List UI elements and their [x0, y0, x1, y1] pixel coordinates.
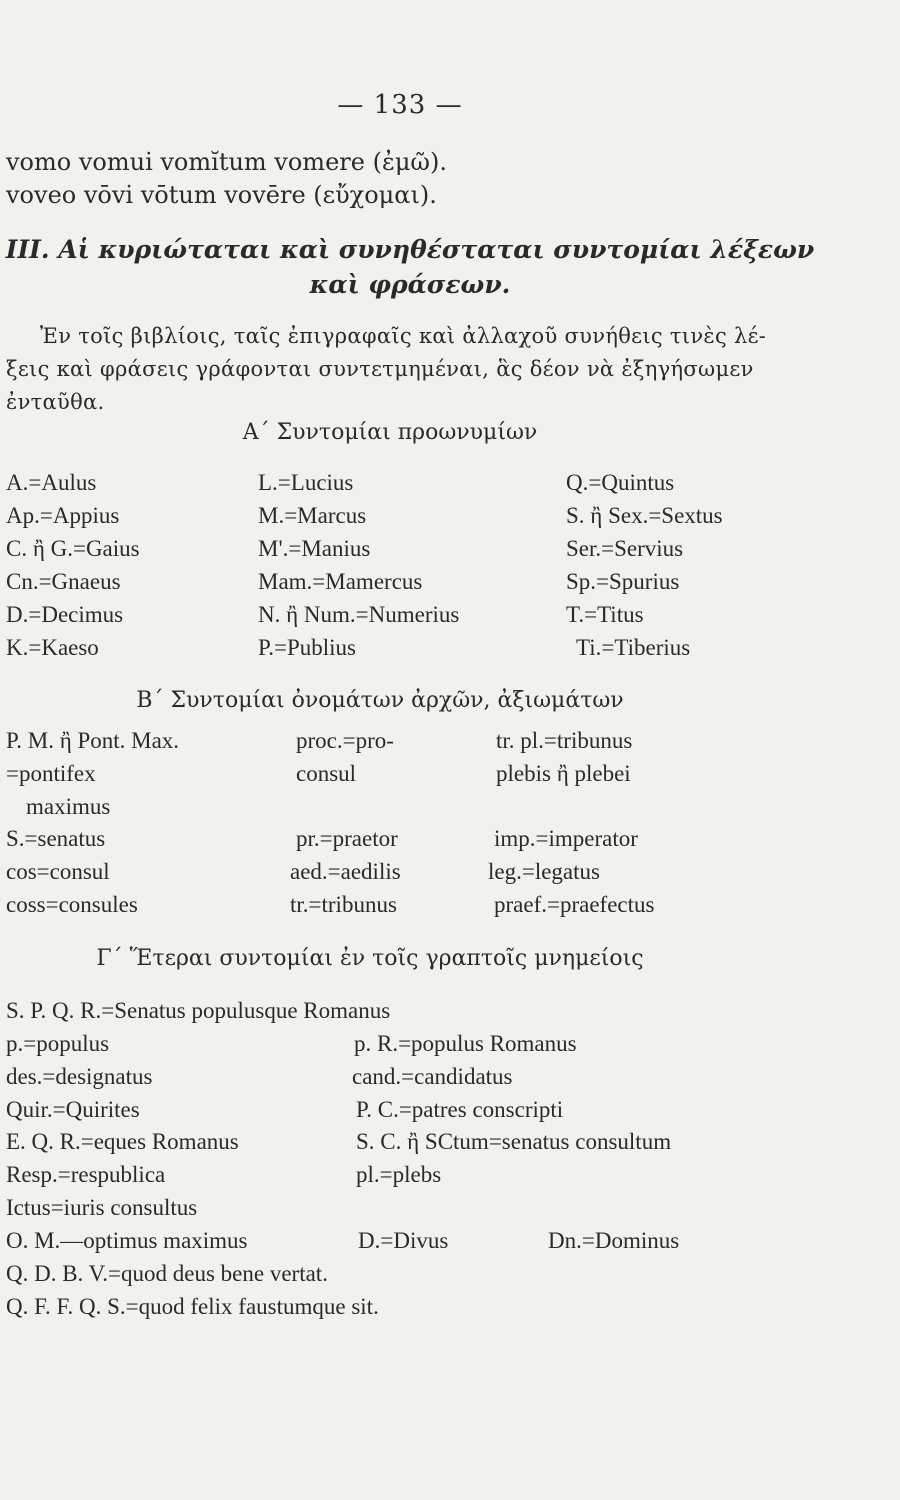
- inscription-abbrev: E. Q. R.=eques Romanus: [6, 1129, 239, 1154]
- section-a-title: Α΄ Συντομίαι προωνυμίων: [242, 420, 538, 445]
- praenomen-abbrev: D.=Decimus: [6, 602, 124, 627]
- office-abbrev: praef.=praefectus: [494, 892, 655, 917]
- praenomen-abbrev: Ap.=Appius: [6, 503, 120, 528]
- office-abbrev: plebis ἢ plebei: [496, 761, 631, 786]
- office-abbrev: consul: [296, 761, 357, 786]
- praenomen-abbrev: K.=Kaeso: [6, 635, 99, 660]
- office-abbrev: tr.=tribunus: [290, 892, 397, 917]
- praenomen-abbrev: Ser.=Servius: [566, 536, 684, 561]
- praenomen-abbrev: Sp.=Spurius: [566, 569, 680, 594]
- praenomen-abbrev: Mam.=Mamercus: [258, 569, 423, 594]
- office-abbrev: S.=senatus: [6, 826, 106, 851]
- office-abbrev: tr. pl.=tribunus: [496, 728, 633, 753]
- inscription-abbrev: Resp.=respublica: [6, 1162, 166, 1187]
- inscription-abbrev: Q. D. B. V.=quod deus bene vertat.: [6, 1261, 328, 1286]
- office-abbrev: aed.=aedilis: [290, 859, 401, 884]
- praenomen-abbrev: Q.=Quintus: [566, 470, 675, 495]
- inscription-abbrev: Ictus=iuris consultus: [6, 1195, 198, 1220]
- office-abbrev: cos=consul: [6, 859, 110, 884]
- intro-line-2: ξεις καὶ φράσεις γράφονται συντετμημέναι, ἃς δέον νὰ ἐξηγήσωμεν: [6, 357, 754, 381]
- office-abbrev: leg.=legatus: [488, 859, 600, 884]
- section-b-title: Β΄ Συντομίαι ὀνομάτων ἀρχῶν, ἀξιωμάτων: [136, 688, 624, 713]
- praenomen-abbrev: Ti.=Tiberius: [576, 635, 691, 660]
- inscription-abbrev: Quir.=Quirites: [6, 1097, 140, 1122]
- inscription-abbrev: Dn.=Dominus: [548, 1228, 680, 1253]
- office-abbrev: P. M. ἢ Pont. Max.: [6, 728, 180, 753]
- inscription-abbrev: O. M.—optimus maximus: [6, 1228, 248, 1253]
- inscription-abbrev: cand.=candidatus: [352, 1064, 513, 1089]
- inscription-abbrev: des.=designatus: [6, 1064, 153, 1089]
- office-abbrev: pr.=praetor: [296, 826, 398, 851]
- inscription-abbrev: pl.=plebs: [356, 1162, 442, 1187]
- office-abbrev: imp.=imperator: [494, 826, 638, 851]
- inscription-abbrev: P. C.=patres conscripti: [356, 1097, 564, 1122]
- praenomen-abbrev: Cn.=Gnaeus: [6, 569, 121, 594]
- praenomen-abbrev: C. ἢ G.=Gaius: [6, 536, 140, 561]
- office-abbrev: proc.=pro-: [296, 728, 394, 753]
- praenomen-abbrev: A.=Aulus: [6, 470, 97, 495]
- office-abbrev: =pontifex: [6, 761, 96, 786]
- inscription-abbrev: S. C. ἢ SCtum=senatus consultum: [356, 1129, 672, 1154]
- inscription-abbrev: S. P. Q. R.=Senatus populusque Romanus: [6, 998, 391, 1023]
- inscription-abbrev: p. R.=populus Romanus: [354, 1031, 577, 1056]
- inscription-abbrev: p.=populus: [6, 1031, 110, 1056]
- praenomen-abbrev: S. ἢ Sex.=Sextus: [566, 503, 723, 528]
- praenomen-abbrev: L.=Lucius: [258, 470, 354, 495]
- praenomen-abbrev: N. ἢ Num.=Numerius: [258, 602, 460, 627]
- inscription-abbrev: D.=Divus: [358, 1228, 449, 1253]
- page-number: — 133 —: [337, 90, 463, 120]
- praenomen-abbrev: M'.=Manius: [258, 536, 371, 561]
- intro-line-1: Ἐν τοῖς βιβλίοις, ταῖς ἐπιγραφαῖς καὶ ἀλλαχοῦ συνήθεις τινὲς λέ-: [40, 324, 767, 348]
- verb-line-2: voveo vōvi vōtum vovēre (εὔχομαι).: [6, 181, 437, 209]
- praenomen-abbrev: M.=Marcus: [258, 503, 367, 528]
- office-abbrev: maximus: [26, 794, 111, 819]
- office-abbrev: coss=consules: [6, 892, 138, 917]
- section-title-line-1: III. Αἱ κυριώταται καὶ συνηθέσταται συντομίαι λέξεων: [5, 235, 815, 264]
- verb-line-1: vomo vomui vomĭtum vomere (ἐμῶ).: [6, 148, 447, 176]
- praenomen-abbrev: T.=Titus: [566, 602, 644, 627]
- inscription-abbrev: Q. F. F. Q. S.=quod felix faustumque sit.: [6, 1294, 379, 1319]
- intro-line-3: ἐνταῦθα.: [6, 390, 105, 414]
- section-title-line-2: καὶ φράσεων.: [309, 270, 511, 299]
- praenomen-abbrev: P.=Publius: [258, 635, 356, 660]
- section-c-title: Γ΄ Ἕτεραι συντομίαι ἐν τοῖς γραπτοῖς μνημείοις: [96, 946, 644, 971]
